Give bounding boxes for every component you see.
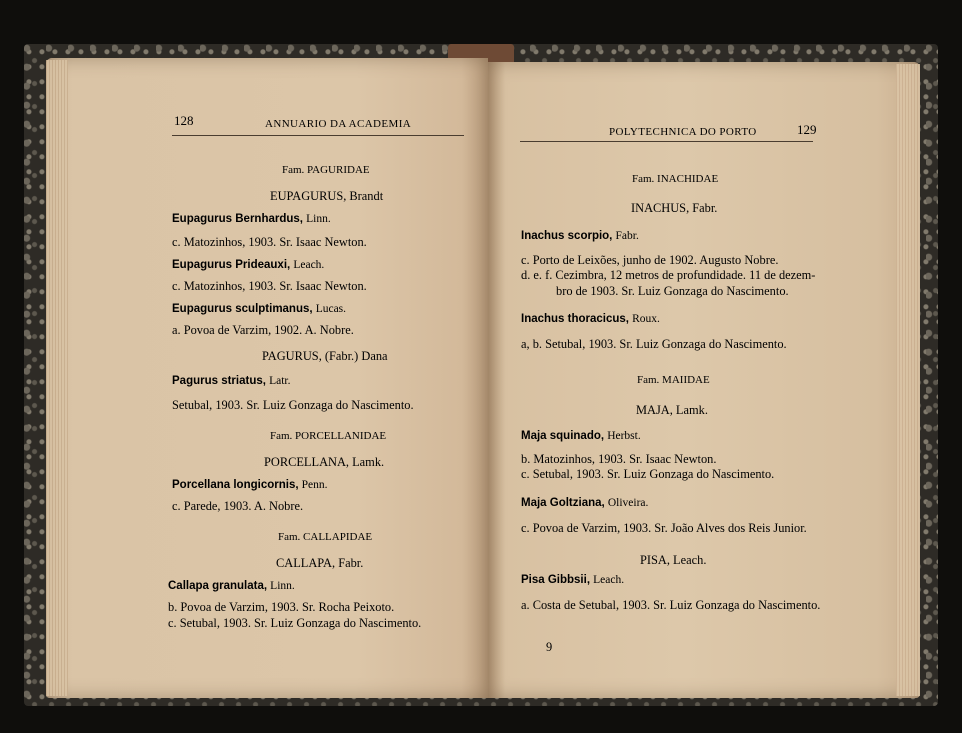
species-entry: Pagurus striatus, Latr.: [172, 375, 291, 387]
record-line: c. Setubal, 1903. Sr. Luiz Gonzaga do Nascimento.: [168, 616, 422, 630]
species-entry: Porcellana longicornis, Penn.: [172, 479, 328, 491]
genus-heading: PORCELLANA, Lamk.: [264, 455, 385, 469]
record-line: b. Matozinhos, 1903. Sr. Isaac Newton.: [521, 452, 717, 466]
left-running-header: ANNUARIO DA ACADEMIA: [265, 118, 412, 130]
species-entry: Eupagurus sculptimanus, Lucas.: [172, 303, 347, 315]
species-entry: Pisa Gibbsii, Leach.: [521, 574, 625, 586]
left-header-rule: [172, 135, 464, 136]
genus-heading: CALLAPA, Fabr.: [276, 556, 364, 570]
family-heading: Fam. INACHIDAE: [632, 173, 719, 185]
genus-heading: EUPAGURUS, Brandt: [270, 189, 384, 203]
record-line: c. Matozinhos, 1903. Sr. Isaac Newton.: [172, 279, 367, 293]
species-entry: Callapa granulata, Linn.: [168, 580, 295, 592]
genus-heading: PISA, Leach.: [640, 553, 707, 567]
record-line: Setubal, 1903. Sr. Luiz Gonzaga do Nascimento.: [172, 398, 414, 412]
signature-mark: 9: [546, 640, 553, 654]
genus-heading: PAGURUS, (Fabr.) Dana: [262, 349, 388, 363]
right-header-rule: [520, 141, 813, 142]
species-entry: Maja squinado, Herbst.: [521, 430, 641, 442]
family-heading: Fam. PORCELLANIDAE: [270, 430, 387, 442]
species-entry: Inachus thoracicus, Roux.: [521, 313, 660, 325]
record-line: a, b. Setubal, 1903. Sr. Luiz Gonzaga do Nascimento.: [521, 337, 787, 351]
family-heading: Fam. MAIIDAE: [637, 374, 710, 386]
left-page-number: 128: [174, 113, 194, 128]
species-entry: Eupagurus Bernhardus, Linn.: [172, 213, 331, 225]
record-line: bro de 1903. Sr. Luiz Gonzaga do Nascimento.: [556, 284, 789, 298]
left-page-edges: [46, 60, 68, 696]
record-line: c. Setubal, 1903. Sr. Luiz Gonzaga do Nascimento.: [521, 467, 775, 481]
genus-heading: INACHUS, Fabr.: [631, 201, 718, 215]
record-line: c. Parede, 1903. A. Nobre.: [172, 499, 304, 513]
species-entry: Inachus scorpio, Fabr.: [521, 230, 639, 242]
record-line: a. Povoa de Varzim, 1902. A. Nobre.: [172, 323, 354, 337]
species-entry: Maja Goltziana, Oliveira.: [521, 497, 649, 509]
right-running-header: POLYTECHNICA DO PORTO: [609, 126, 757, 138]
right-page-number: 129: [797, 122, 817, 137]
species-entry: Eupagurus Prideauxi, Leach.: [172, 259, 325, 271]
record-line: b. Povoa de Varzim, 1903. Sr. Rocha Peixoto.: [168, 600, 395, 614]
record-line: c. Povoa de Varzim, 1903. Sr. João Alves dos Reis Junior.: [521, 521, 807, 535]
genus-heading: MAJA, Lamk.: [636, 403, 708, 417]
record-line: c. Porto de Leixões, junho de 1902. Augusto Nobre.: [521, 253, 779, 267]
right-page-edges: [896, 64, 920, 696]
family-heading: Fam. PAGURIDAE: [282, 164, 370, 176]
record-line: c. Matozinhos, 1903. Sr. Isaac Newton.: [172, 235, 367, 249]
family-heading: Fam. CALLAPIDAE: [278, 531, 373, 543]
record-line: a. Costa de Setubal, 1903. Sr. Luiz Gonzaga do Nascimento.: [521, 598, 821, 612]
record-line: d. e. f. Cezimbra, 12 metros de profundidade. 11 de dezem-: [521, 268, 816, 282]
